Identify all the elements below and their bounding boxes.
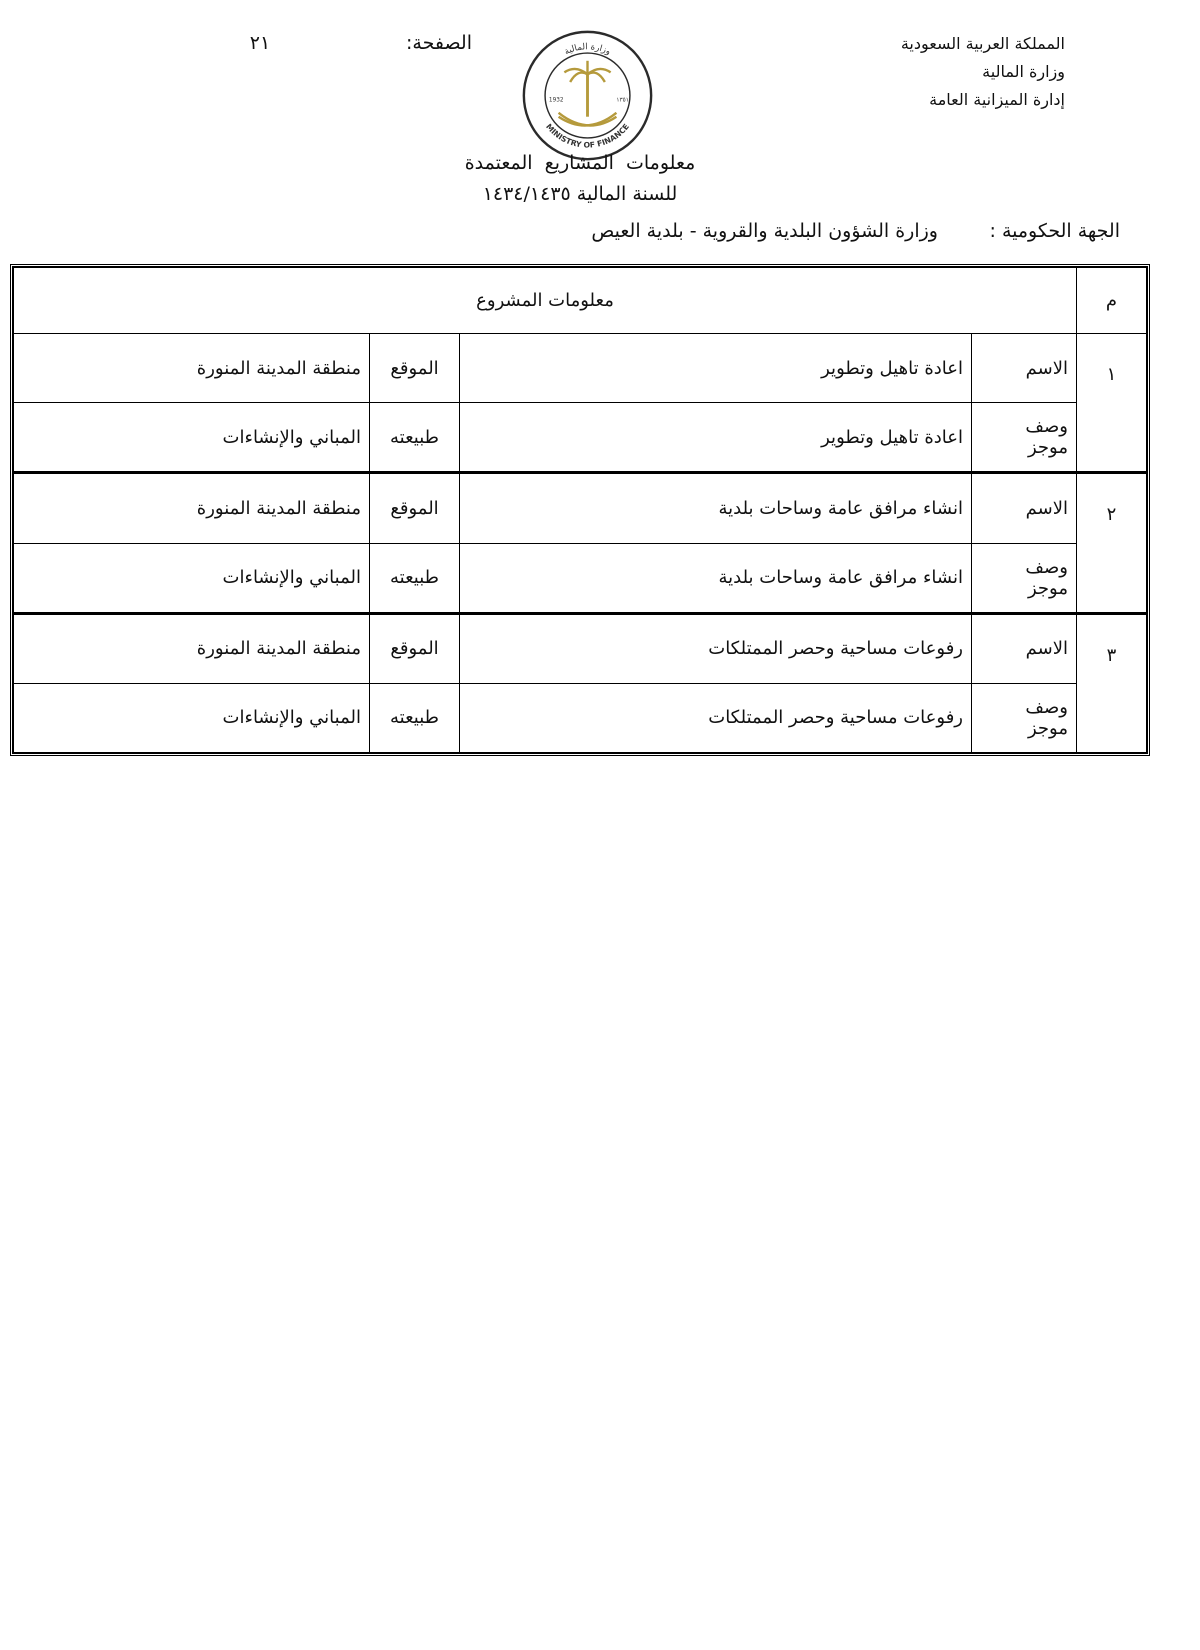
table-row <box>14 473 1147 543</box>
header-block <box>901 30 1065 114</box>
projects-table <box>10 264 1150 756</box>
svg-text:وزارة المالية <box>563 42 612 57</box>
table-row <box>14 543 1147 613</box>
project-location: منطقة المدينة المنورة <box>14 473 370 543</box>
table-row <box>14 613 1147 683</box>
location-label: الموقع <box>370 613 460 683</box>
emblem-arabic-text: وزارة المالية <box>562 42 613 58</box>
nature-label: طبيعته <box>370 403 460 473</box>
project-description: انشاء مرافق عامة وساحات بلدية <box>460 543 972 613</box>
kingdom-name: المملكة العربية السعودية <box>900 34 1065 53</box>
project-description: اعادة تاهيل وتطوير <box>460 403 972 473</box>
emblem-year-left: 1932 <box>548 97 564 104</box>
nature-label: طبيعته <box>370 543 460 613</box>
location-label: الموقع <box>370 334 460 403</box>
project-number: ١ <box>1077 334 1147 473</box>
project-location: منطقة المدينة المنورة <box>14 334 370 403</box>
project-nature: المباني والإنشاءات <box>14 683 370 752</box>
name-label: الاسم <box>972 473 1077 543</box>
table-row <box>14 403 1147 473</box>
ministry-emblem-icon <box>520 28 655 163</box>
table-header-row <box>14 268 1147 334</box>
column-header-number: م <box>1077 268 1147 334</box>
project-description: رفوعات مساحية وحصر الممتلكات <box>460 683 972 752</box>
project-number: ٢ <box>1077 473 1147 613</box>
government-entity-value: وزارة الشؤون البلدية والقروية - بلدية العيص <box>591 220 938 242</box>
page-number: ٢١ <box>249 32 271 54</box>
project-nature: المباني والإنشاءات <box>14 543 370 613</box>
emblem-english-text: MINISTRY OF FINANCE <box>544 122 631 150</box>
description-label: وصف موجز <box>972 683 1077 752</box>
document-title: معلومات المشاريع المعتمدة <box>464 152 696 174</box>
project-nature: المباني والإنشاءات <box>14 403 370 473</box>
table-row <box>14 683 1147 752</box>
nature-label: طبيعته <box>370 683 460 752</box>
name-label: الاسم <box>972 613 1077 683</box>
location-label: الموقع <box>370 473 460 543</box>
emblem-year-right: ١٣٥١ <box>616 97 629 104</box>
government-entity-label: الجهة الحكومية : <box>989 220 1120 242</box>
table-row <box>14 334 1147 403</box>
project-number: ٣ <box>1077 613 1147 752</box>
department-name: إدارة الميزانية العامة <box>929 90 1065 109</box>
ministry-name: وزارة المالية <box>982 62 1065 81</box>
column-header-project-info: معلومات المشروع <box>14 268 1077 334</box>
project-location: منطقة المدينة المنورة <box>14 613 370 683</box>
project-name: اعادة تاهيل وتطوير <box>460 334 972 403</box>
project-name: انشاء مرافق عامة وساحات بلدية <box>460 473 972 543</box>
description-label: وصف موجز <box>972 403 1077 473</box>
page-label: الصفحة: <box>405 32 472 54</box>
fiscal-year-title: للسنة المالية ١٤٣٤/١٤٣٥ <box>482 183 678 205</box>
description-label: وصف موجز <box>972 543 1077 613</box>
project-name: رفوعات مساحية وحصر الممتلكات <box>460 613 972 683</box>
name-label: الاسم <box>972 334 1077 403</box>
